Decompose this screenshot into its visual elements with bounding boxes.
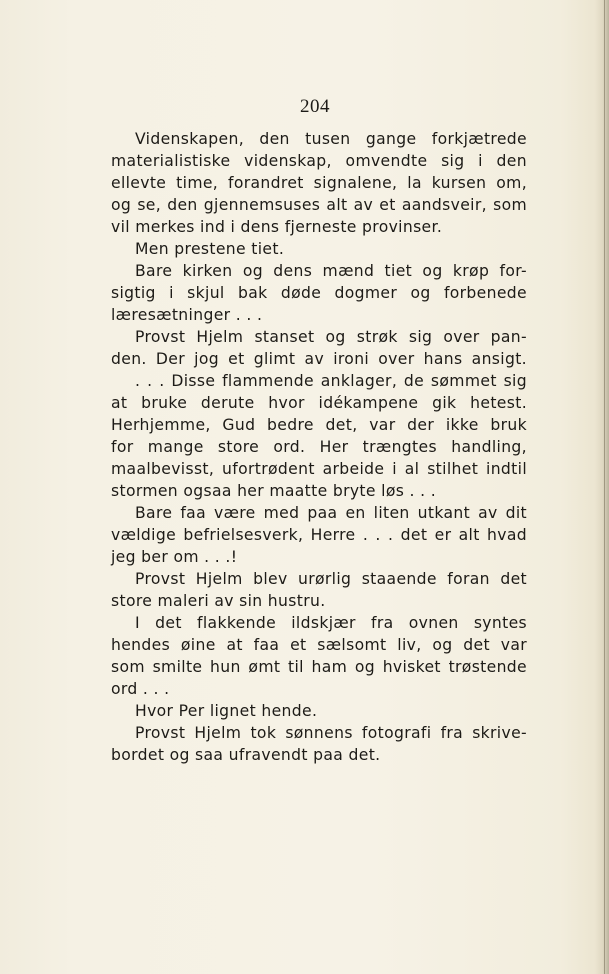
text-line: materialistiske videnskap, omvendte sig i den	[111, 152, 527, 170]
page-edge-shadow	[595, 0, 609, 974]
text-line: som smilte hun ømt til ham og hvisket trøstende	[111, 658, 527, 676]
text-line: og se, den gjennemsuses alt av et aandsveir, som	[111, 196, 527, 214]
text-line: for mange store ord. Her trængtes handling,	[111, 438, 527, 456]
text-line: læresætninger . . .	[111, 306, 263, 324]
text-line: sigtig i skjul bak døde dogmer og forbenede	[111, 284, 527, 302]
body-text	[111, 128, 527, 766]
text-line: vil merkes ind i dens fjerneste provinser.	[111, 218, 443, 236]
text-line: store maleri av sin hustru.	[111, 592, 326, 610]
text-line: maalbevisst, ufortrødent arbeide i al stilhet indtil	[111, 460, 527, 478]
text-line: ellevte time, forandret signalene, la kursen om,	[111, 174, 527, 192]
text-line: Men prestene tiet.	[135, 240, 285, 258]
text-line: hendes øine at faa et sælsomt liv, og det var	[111, 636, 527, 654]
text-line: I det flakkende ildskjær fra ovnen syntes	[135, 614, 527, 632]
text-line: stormen ogsaa her maatte bryte løs . . .	[111, 482, 437, 500]
text-line: Provst Hjelm stanset og strøk sig over pan-	[135, 328, 527, 346]
text-line: ord . . .	[111, 680, 170, 698]
text-line: Bare kirken og dens mænd tiet og krøp for-	[135, 262, 527, 280]
text-line: den. Der jog et glimt av ironi over hans ansigt.	[111, 350, 527, 368]
text-line: Videnskapen, den tusen gange forkjætrede	[135, 130, 527, 148]
text-line: vældige befrielsesverk, Herre . . . det er alt hvad	[111, 526, 527, 544]
page-edge-line	[604, 0, 605, 974]
text-line: Provst Hjelm blev urørlig staaende foran det	[135, 570, 527, 588]
text-line: Bare faa være med paa en liten utkant av dit	[135, 504, 527, 522]
text-line: bordet og saa ufravendt paa det.	[111, 746, 381, 764]
text-line: jeg ber om . . .!	[111, 548, 238, 566]
text-line: . . . Disse flammende anklager, de sømmet sig	[135, 372, 527, 390]
page-number: 204	[300, 96, 330, 117]
text-line: Provst Hjelm tok sønnens fotografi fra skrive-	[135, 724, 527, 742]
text-line: Hvor Per lignet hende.	[135, 702, 318, 720]
text-line: Herhjemme, Gud bedre det, var der ikke bruk	[111, 416, 527, 434]
text-line: at bruke derute hvor idékampene gik hetest.	[111, 394, 527, 412]
